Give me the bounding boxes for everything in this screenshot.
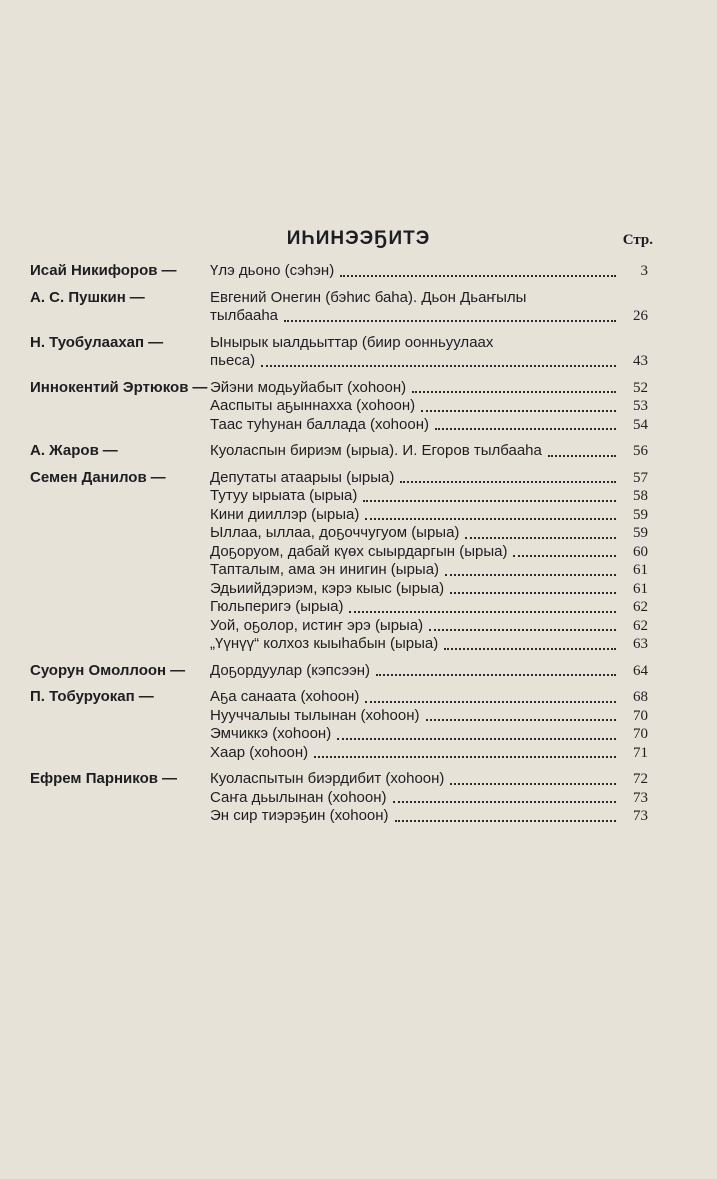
dot-leader <box>395 820 616 822</box>
toc-page-number: 56 <box>633 443 648 459</box>
toc-group <box>30 770 648 826</box>
dash-separator: — <box>129 288 145 306</box>
toc-row <box>30 506 648 525</box>
toc-page-number: 60 <box>633 543 648 560</box>
dot-leader <box>548 455 616 457</box>
toc-row <box>30 770 648 789</box>
toc-group <box>30 469 648 654</box>
toc-page-number: 26 <box>633 308 648 324</box>
dot-leader <box>444 648 616 650</box>
toc-entry-title: „Үүнүү“ колхоз кыыһабын (ырыа) <box>210 635 439 652</box>
dot-leader <box>349 611 616 613</box>
dot-leader <box>340 275 616 277</box>
toc-entry-title: Эмчиккэ (хоһоон) <box>210 725 332 742</box>
toc-row <box>30 617 648 636</box>
toc-row <box>30 688 648 707</box>
toc-group <box>30 379 648 435</box>
dot-leader <box>429 629 616 631</box>
author-name: Суорун Омоллоон <box>30 661 167 679</box>
toc-row <box>30 487 648 506</box>
toc-page-number: 59 <box>633 525 648 541</box>
toc-author <box>30 289 210 308</box>
toc-entry-title: Доҕоруом, дабай күөх сыырдаргын (ырыа) <box>210 542 508 560</box>
toc-row <box>30 262 648 281</box>
dash-separator: — <box>170 661 186 679</box>
toc-entry-title: Ынырык ыалдьыттар (биир оонньуулаах <box>210 333 494 351</box>
toc-author <box>30 379 210 398</box>
toc-group <box>30 662 648 681</box>
toc-entry-title: Кини дииллэр (ырыа) <box>210 505 360 523</box>
toc-page-number: 61 <box>633 580 648 597</box>
toc-row <box>30 635 648 654</box>
dot-leader <box>365 701 616 703</box>
dash-separator: — <box>148 333 164 351</box>
toc-row <box>30 469 648 488</box>
toc-page-number: 3 <box>640 263 648 279</box>
toc-group <box>30 442 648 461</box>
toc-entry-title: Ыллаа, ыллаа, доҕоччугуом (ырыа) <box>210 524 460 541</box>
toc-group <box>30 262 648 281</box>
toc-entry-title: Аҕа санаата (хоһоон) <box>210 688 360 705</box>
toc-row <box>30 442 648 461</box>
dot-leader <box>450 592 616 594</box>
toc-page-number: 59 <box>633 506 648 523</box>
toc-entry-title: Гюльперигэ (ырыа) <box>210 598 344 615</box>
dot-leader <box>426 719 616 721</box>
toc-page-number: 61 <box>633 562 648 578</box>
toc-page-number: 62 <box>633 599 648 615</box>
toc-page-number: 43 <box>633 353 648 369</box>
toc-author <box>30 770 210 789</box>
toc-row <box>30 307 648 326</box>
dot-leader <box>421 410 616 412</box>
dot-leader <box>337 738 616 740</box>
toc-row <box>30 580 648 599</box>
dot-leader <box>284 320 616 322</box>
toc-entry-title: пьеса) <box>210 352 256 369</box>
dot-leader <box>365 518 616 520</box>
toc-entry-title: Үлэ дьоно (сэһэн) <box>210 262 335 279</box>
toc-title: ИҺИНЭЭҔИТЭ <box>286 228 431 249</box>
toc-row <box>30 524 648 543</box>
toc-row <box>30 543 648 562</box>
dash-separator: — <box>192 378 208 396</box>
author-name: Семен Данилов <box>30 468 147 486</box>
toc-page-number: 62 <box>633 617 648 634</box>
author-name: Исай Никифоров <box>30 262 158 279</box>
toc-entry-title: Тапталым, ама эн инигин (ырыа) <box>210 561 440 578</box>
toc-page-number: 52 <box>633 379 648 396</box>
toc-page-number: 70 <box>633 707 648 724</box>
dot-leader <box>435 428 616 430</box>
toc-row <box>30 289 648 308</box>
toc-entry-title: Доҕордуулар (кэпсээн) <box>210 661 371 679</box>
author-name: Ефрем Парников <box>30 770 158 787</box>
dot-leader <box>393 801 616 803</box>
toc-entry-title: Уой, оҕолор, истиҥ эрэ (ырыа) <box>210 616 424 634</box>
author-name: Иннокентий Эртюков <box>30 378 189 396</box>
toc-row <box>30 807 648 826</box>
dot-leader <box>261 365 616 367</box>
dash-separator: — <box>150 468 166 486</box>
author-name: Н. Туобулаахап <box>30 333 145 351</box>
dash-separator: — <box>138 688 154 705</box>
toc-page-number: 64 <box>633 662 648 679</box>
toc-entry-title: Эн сир тиэрэҕин (хоһоон) <box>210 807 389 824</box>
toc-page-number: 57 <box>633 469 648 486</box>
dash-separator: — <box>102 442 118 459</box>
dot-leader <box>412 391 616 393</box>
toc-author <box>30 662 210 681</box>
toc-page-number: 63 <box>633 636 648 652</box>
toc-row <box>30 561 648 580</box>
toc-entry-title: Хаар (хоһоон) <box>210 743 309 761</box>
dash-separator: — <box>161 770 177 787</box>
toc-row <box>30 662 648 681</box>
toc-entry-title: Таас туһунан баллада (хоһоон) <box>210 415 429 433</box>
page-column-label: Стр. <box>622 232 653 248</box>
toc-author <box>30 688 210 707</box>
toc-author <box>30 262 210 281</box>
toc-entry-title: Эйэни модьуйабыт (хоһоон) <box>210 378 407 396</box>
toc-group <box>30 289 648 326</box>
toc-page-number: 53 <box>633 398 648 414</box>
dot-leader <box>513 555 616 557</box>
toc-entry-title: Евгений Онегин (бэһис баһа). Дьон Дьаҥылы <box>210 288 527 306</box>
toc-row <box>30 744 648 763</box>
toc-entry-title: Эдьиийдэриэм, кэрэ кыыс (ырыа) <box>210 579 445 597</box>
table-of-contents <box>30 262 648 826</box>
toc-entry-title: Куоласпын бириэм (ырыа). И. Егоров тылбааһа <box>210 442 542 459</box>
toc-row <box>30 352 648 371</box>
toc-row <box>30 707 648 726</box>
toc-entry-title: Тутуу ырыата (ырыа) <box>210 487 358 504</box>
toc-page-number: 73 <box>633 808 648 824</box>
toc-row <box>30 725 648 744</box>
toc-page-number: 71 <box>633 744 648 761</box>
toc-page-number: 70 <box>633 726 648 742</box>
toc-page-number: 72 <box>633 771 648 787</box>
toc-entry-title: Нууччалыы тылынан (хоһоон) <box>210 706 420 724</box>
dot-leader <box>376 674 616 676</box>
toc-entry-title: Аaспыты аҕыннахха (хоһоон) <box>210 397 416 414</box>
toc-group <box>30 688 648 762</box>
toc-row <box>30 789 648 808</box>
toc-page-number: 54 <box>633 416 648 433</box>
dash-separator: — <box>161 262 177 279</box>
toc-entry-title: Саҥа дьылынан (хоһоон) <box>210 788 387 806</box>
toc-row <box>30 334 648 353</box>
toc-page-number: 58 <box>633 488 648 504</box>
dot-leader <box>445 574 616 576</box>
author-name: А. С. Пушкин <box>30 288 126 306</box>
toc-author <box>30 334 210 353</box>
dot-leader <box>314 756 616 758</box>
toc-author <box>30 469 210 488</box>
toc-row <box>30 598 648 617</box>
dot-leader <box>400 481 616 483</box>
author-name: П. Тобуруокап <box>30 688 135 705</box>
toc-entry-title: Депутаты атаарыы (ырыа) <box>210 468 395 486</box>
dot-leader <box>450 783 616 785</box>
dot-leader <box>363 500 616 502</box>
toc-entry-title: Куоласпытын биэрдибит (хоһоон) <box>210 770 445 787</box>
toc-row <box>30 416 648 435</box>
dot-leader <box>465 537 616 539</box>
toc-group <box>30 334 648 371</box>
toc-page-number: 73 <box>633 789 648 806</box>
toc-page-number: 68 <box>633 689 648 705</box>
toc-entry-title: тылбааһа <box>210 307 279 324</box>
toc-author <box>30 442 210 461</box>
toc-row <box>30 379 648 398</box>
toc-row <box>30 397 648 416</box>
author-name: А. Жаров <box>30 442 99 459</box>
